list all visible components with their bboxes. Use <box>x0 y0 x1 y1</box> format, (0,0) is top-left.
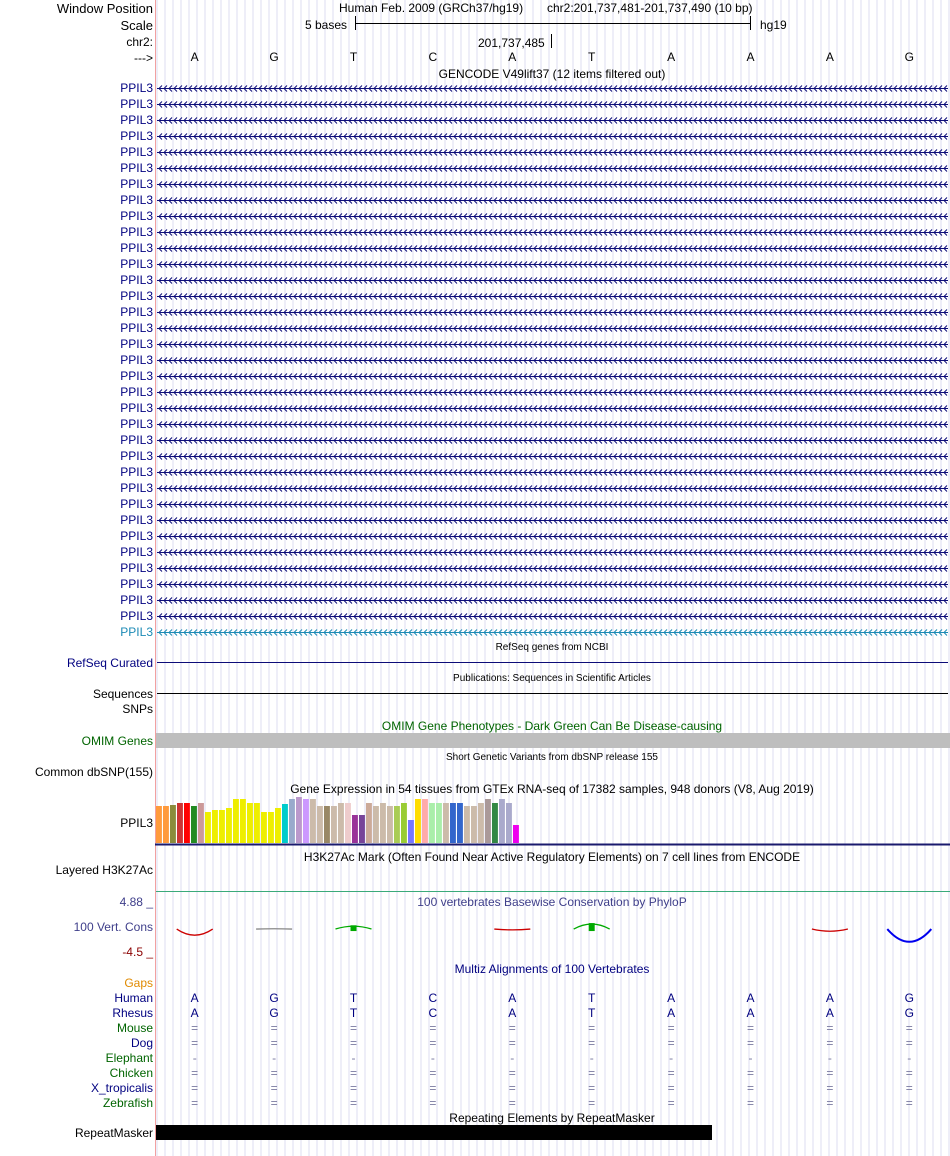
gene-label[interactable]: PPIL3 <box>120 529 153 543</box>
gene-feature[interactable] <box>157 211 948 222</box>
refseq-feature[interactable] <box>157 662 948 663</box>
gene-label[interactable]: PPIL3 <box>120 161 153 175</box>
alignment-base: G <box>904 1006 914 1020</box>
alignment-base: = <box>191 1021 199 1035</box>
gene-feature[interactable] <box>157 595 948 606</box>
alignment-base: = <box>826 1036 834 1050</box>
alignment-base: A <box>190 1006 199 1020</box>
alignment-base: = <box>588 1021 596 1035</box>
alignment-base: = <box>667 1036 675 1050</box>
gene-label[interactable]: PPIL3 <box>120 497 153 511</box>
gtex-bar <box>457 803 463 843</box>
gtex-bar <box>282 804 288 843</box>
alignment-base: = <box>191 1096 199 1110</box>
gtex-bar <box>513 825 519 843</box>
gene-feature[interactable] <box>157 259 948 270</box>
phylop-title: 100 vertebrates Basewise Conservation by PhyloP <box>417 895 687 909</box>
gene-feature[interactable] <box>157 147 948 158</box>
alignment-base: - <box>272 1051 277 1065</box>
alignment-base: = <box>270 1096 278 1110</box>
gtex-bar <box>338 803 344 843</box>
alignment-base: = <box>429 1021 437 1035</box>
ruler-base: T <box>588 50 596 64</box>
dbsnp-label[interactable]: Common dbSNP(155) <box>34 765 153 779</box>
omim-feature[interactable] <box>156 733 950 748</box>
gtex-chart[interactable] <box>155 797 950 847</box>
h3k27ac-label[interactable]: Layered H3K27Ac <box>55 863 153 877</box>
alignment-base: - <box>907 1051 912 1065</box>
gtex-bar <box>408 820 414 843</box>
gene-label[interactable]: PPIL3 <box>120 401 153 415</box>
gene-label[interactable]: PPIL3 <box>120 305 153 319</box>
repeatmasker-feature[interactable] <box>156 1125 712 1140</box>
gene-feature[interactable] <box>157 195 948 206</box>
alignment-base: = <box>826 1096 834 1110</box>
gtex-bar <box>205 812 211 843</box>
gene-feature[interactable] <box>157 467 948 478</box>
alignment-base: = <box>905 1036 913 1050</box>
gene-label[interactable]: PPIL3 <box>120 593 153 607</box>
alignment-base: - <box>748 1051 753 1065</box>
gene-feature[interactable] <box>157 131 948 142</box>
gtex-bar <box>317 806 323 843</box>
gene-label[interactable]: PPIL3 <box>120 193 153 207</box>
coord-tick <box>551 34 552 48</box>
gtex-bar <box>254 803 260 843</box>
gtex-bar <box>268 812 274 843</box>
gtex-bar <box>478 803 484 843</box>
gene-feature[interactable] <box>157 99 948 110</box>
alignment-base: = <box>429 1081 437 1095</box>
alignment-base: = <box>667 1081 675 1095</box>
gene-label[interactable]: PPIL3 <box>120 321 153 335</box>
ruler-base: A <box>746 50 755 64</box>
alignment-base: = <box>905 1021 913 1035</box>
refseq-title: RefSeq genes from NCBI <box>495 642 609 653</box>
gene-feature[interactable] <box>157 291 948 302</box>
gtex-bar <box>226 808 232 843</box>
gtex-bar <box>422 799 428 843</box>
gene-label[interactable]: PPIL3 <box>120 177 153 191</box>
alignment-base: A <box>746 991 755 1005</box>
gene-feature[interactable] <box>157 499 948 510</box>
gtex-bar <box>184 803 190 843</box>
gene-label[interactable]: PPIL3 <box>120 385 153 399</box>
gtex-bar <box>303 799 309 843</box>
alignment-base: T <box>349 991 358 1005</box>
gene-label[interactable]: PPIL3 <box>120 81 153 95</box>
alignment-base: T <box>588 991 596 1005</box>
alignment-base: = <box>270 1036 278 1050</box>
refseq-label[interactable]: RefSeq Curated <box>66 656 153 670</box>
alignment-base: - <box>827 1051 832 1065</box>
gene-feature[interactable] <box>157 115 948 126</box>
omim-title: OMIM Gene Phenotypes - Dark Green Can Be Disease-causing <box>381 719 723 733</box>
gene-feature[interactable] <box>157 339 948 350</box>
ruler-base: A <box>825 50 834 64</box>
gtex-bar <box>387 806 393 843</box>
snps-label[interactable]: SNPs <box>122 702 153 716</box>
gtex-bar <box>373 806 379 843</box>
assembly-text: Human Feb. 2009 (GRCh37/hg19) <box>339 1 524 15</box>
gene-label[interactable]: PPIL3 <box>120 561 153 575</box>
alignment-base: = <box>588 1036 596 1050</box>
species-label[interactable]: Human <box>114 991 153 1005</box>
window-position-label: Window Position <box>56 1 153 16</box>
phylop-score <box>177 929 213 935</box>
alignment-base: = <box>349 1096 357 1110</box>
gtex-bar <box>506 803 512 843</box>
gene-feature[interactable] <box>157 547 948 558</box>
omim-label[interactable]: OMIM Genes <box>81 734 153 748</box>
gtex-bar <box>450 803 456 843</box>
gtex-bar <box>366 803 372 843</box>
alignment-base: A <box>825 991 834 1005</box>
coord-text: 201,737,485 <box>478 36 545 50</box>
gtex-bar <box>359 815 365 843</box>
gtex-bar <box>198 803 204 843</box>
alignment-base: G <box>269 991 279 1005</box>
species-label[interactable]: Chicken <box>109 1066 153 1080</box>
alignment-base: C <box>428 1006 438 1020</box>
gtex-bar <box>275 808 281 843</box>
gene-feature[interactable] <box>157 419 948 430</box>
alignment-base: = <box>349 1036 357 1050</box>
gene-label[interactable]: PPIL3 <box>120 545 153 559</box>
alignment-base: = <box>429 1036 437 1050</box>
phylop-score-mark <box>589 923 595 931</box>
alignment-base: = <box>905 1081 913 1095</box>
ruler-base: C <box>428 50 438 64</box>
alignment-base: - <box>589 1051 594 1065</box>
gene-label[interactable]: PPIL3 <box>120 577 153 591</box>
gene-feature[interactable] <box>157 611 948 622</box>
gene-feature[interactable] <box>157 531 948 542</box>
gtex-bar <box>310 799 316 843</box>
species-label[interactable]: Zebrafish <box>102 1096 153 1110</box>
gene-label[interactable]: PPIL3 <box>120 129 153 143</box>
gene-label[interactable]: PPIL3 <box>120 257 153 271</box>
alignment-base: = <box>746 1021 754 1035</box>
gtex-bar <box>464 806 470 843</box>
repeatmasker-title: Repeating Elements by RepeatMasker <box>449 1111 655 1125</box>
alignment-base: = <box>270 1081 278 1095</box>
alignment-base: = <box>429 1066 437 1080</box>
gtex-bar <box>429 803 435 843</box>
phylop-chart[interactable] <box>155 900 950 956</box>
gene-label[interactable]: PPIL3 <box>120 449 153 463</box>
gene-label[interactable]: PPIL3 <box>120 433 153 447</box>
gene-feature[interactable] <box>157 83 948 94</box>
gene-feature[interactable] <box>157 371 948 382</box>
gene-feature[interactable] <box>157 355 948 366</box>
position-text[interactable]: chr2:201,737,481-201,737,490 (10 bp) <box>547 1 753 15</box>
strand-label: ---> <box>134 51 153 65</box>
alignment-base: - <box>669 1051 674 1065</box>
alignment-base: = <box>588 1081 596 1095</box>
gtex-bar <box>471 806 477 843</box>
alignment-base: C <box>428 991 438 1005</box>
gene-feature[interactable] <box>157 627 948 638</box>
alignment-base: = <box>508 1081 516 1095</box>
alignment-base: = <box>191 1081 199 1095</box>
alignment-base: T <box>349 1006 358 1020</box>
alignment-base: = <box>508 1036 516 1050</box>
gtex-bar <box>191 806 197 843</box>
species-label[interactable]: Elephant <box>105 1051 153 1065</box>
alignment-base: = <box>746 1096 754 1110</box>
alignment-base: = <box>905 1066 913 1080</box>
ruler-base: A <box>190 50 199 64</box>
scale-bar-text: 5 bases <box>305 18 348 32</box>
alignment-base: = <box>508 1066 516 1080</box>
alignment-base: - <box>510 1051 515 1065</box>
alignment-base: = <box>191 1036 199 1050</box>
gtex-bar <box>499 799 505 843</box>
alignment-base: - <box>430 1051 435 1065</box>
gtex-bar <box>352 815 358 843</box>
gene-feature[interactable] <box>157 403 948 414</box>
alignment-base: G <box>269 1006 279 1020</box>
gene-feature[interactable] <box>157 483 948 494</box>
gene-label[interactable]: PPIL3 <box>120 513 153 527</box>
ruler-base: G <box>904 50 914 64</box>
alignment-base: = <box>667 1021 675 1035</box>
gtex-bar <box>401 803 407 843</box>
phylop-score <box>812 929 848 931</box>
alignment-base: - <box>192 1051 197 1065</box>
species-label[interactable]: Rhesus <box>112 1006 153 1020</box>
h3k27ac-title: H3K27Ac Mark (Often Found Near Active Regulatory Elements) on 7 cell lines from ENCODE <box>303 850 801 864</box>
alignment-base: = <box>746 1066 754 1080</box>
alignment-base: = <box>746 1036 754 1050</box>
gene-label[interactable]: PPIL3 <box>120 97 153 111</box>
gene-label[interactable]: PPIL3 <box>120 273 153 287</box>
gene-feature[interactable] <box>157 227 948 238</box>
gtex-bar <box>219 810 225 843</box>
gene-feature[interactable] <box>157 163 948 174</box>
gene-label[interactable]: PPIL3 <box>120 225 153 239</box>
alignment-base: = <box>270 1066 278 1080</box>
alignment-base: = <box>349 1066 357 1080</box>
species-label[interactable]: Mouse <box>116 1021 153 1035</box>
scale-label: Scale <box>120 18 153 33</box>
gene-label[interactable]: PPIL3 <box>120 289 153 303</box>
assembly-short: hg19 <box>760 18 787 32</box>
gtex-bar <box>443 803 449 843</box>
gaps-label[interactable]: Gaps <box>124 976 153 990</box>
gtex-title: Gene Expression in 54 tissues from GTEx RNA-seq of 17382 samples, 948 donors (V8, Aug 2019) <box>290 782 814 796</box>
gtex-bar <box>415 799 421 843</box>
gtex-bar <box>156 806 162 843</box>
alignment-base: = <box>508 1021 516 1035</box>
gtex-bar <box>170 805 176 843</box>
h3k27ac-baseline <box>156 891 950 892</box>
dbsnp-title: Short Genetic Variants from dbSNP release 155 <box>446 752 658 763</box>
phylop-score-mark <box>351 925 357 931</box>
gene-label[interactable]: PPIL3 <box>120 625 153 639</box>
gene-feature[interactable] <box>157 243 948 254</box>
phylop-min-label: -4.5 _ <box>122 945 153 959</box>
gene-label[interactable]: PPIL3 <box>120 609 153 623</box>
ruler-base: G <box>269 50 279 64</box>
gtex-bar <box>177 803 183 843</box>
repeatmasker-label[interactable]: RepeatMasker <box>74 1126 153 1140</box>
gene-feature[interactable] <box>157 435 948 446</box>
chrom-label: chr2: <box>126 35 153 49</box>
gtex-bar <box>492 803 498 843</box>
gene-label[interactable]: PPIL3 <box>120 369 153 383</box>
scale-bar <box>355 23 751 24</box>
alignment-base: A <box>667 1006 676 1020</box>
alignment-base: = <box>667 1096 675 1110</box>
gene-label[interactable]: PPIL3 <box>120 113 153 127</box>
gene-feature[interactable] <box>157 451 948 462</box>
gtex-bar <box>380 803 386 843</box>
phylop-score <box>494 929 530 930</box>
gtex-bar <box>233 799 239 843</box>
gene-feature[interactable] <box>157 563 948 574</box>
gtex-bar <box>331 806 337 843</box>
phylop-max-label: 4.88 _ <box>119 895 153 909</box>
gtex-bar <box>247 803 253 843</box>
gene-label[interactable]: PPIL3 <box>120 353 153 367</box>
alignment-base: T <box>588 1006 596 1020</box>
species-label[interactable]: X_tropicalis <box>90 1081 153 1095</box>
publications-feature[interactable] <box>157 693 948 694</box>
gtex-bar <box>296 797 302 843</box>
alignment-base: = <box>508 1096 516 1110</box>
gtex-bar <box>485 799 491 843</box>
alignment-base: = <box>746 1081 754 1095</box>
alignment-base: = <box>191 1066 199 1080</box>
gencode-title: GENCODE V49lift37 (12 items filtered out) <box>438 67 666 81</box>
alignment-base: = <box>588 1066 596 1080</box>
gene-label[interactable]: PPIL3 <box>120 417 153 431</box>
ruler-base: T <box>349 50 358 64</box>
alignment-base: = <box>270 1021 278 1035</box>
gene-feature[interactable] <box>157 275 948 286</box>
gtex-bar <box>240 799 246 843</box>
alignment-base: = <box>905 1096 913 1110</box>
ruler-base: A <box>508 50 517 64</box>
phylop-label[interactable]: 100 Vert. Cons <box>73 920 153 934</box>
alignment-base: = <box>349 1081 357 1095</box>
gtex-label[interactable]: PPIL3 <box>120 816 153 830</box>
gene-feature[interactable] <box>157 307 948 318</box>
alignment-base: = <box>826 1021 834 1035</box>
alignment-base: A <box>746 1006 755 1020</box>
alignment-base: A <box>190 991 199 1005</box>
scale-bar-right-tick <box>750 16 751 30</box>
publications-title: Publications: Sequences in Scientific Articles <box>453 673 651 684</box>
gtex-bar <box>324 806 330 843</box>
alignment-base: = <box>826 1066 834 1080</box>
gene-feature[interactable] <box>157 579 948 590</box>
alignment-base: - <box>351 1051 356 1065</box>
species-label[interactable]: Dog <box>130 1036 153 1050</box>
publications-label[interactable]: Sequences <box>92 687 153 701</box>
alignment-base: A <box>508 1006 517 1020</box>
gtex-bar <box>394 806 400 843</box>
alignment-base: = <box>588 1096 596 1110</box>
gene-label[interactable]: PPIL3 <box>120 241 153 255</box>
gene-label[interactable]: PPIL3 <box>120 481 153 495</box>
gtex-bar <box>163 806 169 843</box>
gene-feature[interactable] <box>157 387 948 398</box>
phylop-score <box>887 929 931 942</box>
gtex-bar <box>289 799 295 843</box>
alignment-base: = <box>667 1066 675 1080</box>
gtex-bar <box>261 812 267 843</box>
gene-label[interactable]: PPIL3 <box>120 465 153 479</box>
alignment-base: A <box>667 991 676 1005</box>
alignment-base: A <box>825 1006 834 1020</box>
gene-feature[interactable] <box>157 515 948 526</box>
gene-label[interactable]: PPIL3 <box>120 209 153 223</box>
gene-feature[interactable] <box>157 323 948 334</box>
alignment-base: G <box>904 991 914 1005</box>
gtex-bar <box>436 803 442 843</box>
gene-feature[interactable] <box>157 179 948 190</box>
label-border <box>155 0 156 1156</box>
alignment-base: A <box>508 991 517 1005</box>
gene-label[interactable]: PPIL3 <box>120 337 153 351</box>
gtex-bar <box>345 803 351 843</box>
gtex-bar <box>212 810 218 843</box>
alignment-base: = <box>826 1081 834 1095</box>
multiz-title: Multiz Alignments of 100 Vertebrates <box>454 962 650 976</box>
gene-label[interactable]: PPIL3 <box>120 145 153 159</box>
alignment-base: = <box>349 1021 357 1035</box>
ruler-base: A <box>667 50 676 64</box>
alignment-base: = <box>429 1096 437 1110</box>
